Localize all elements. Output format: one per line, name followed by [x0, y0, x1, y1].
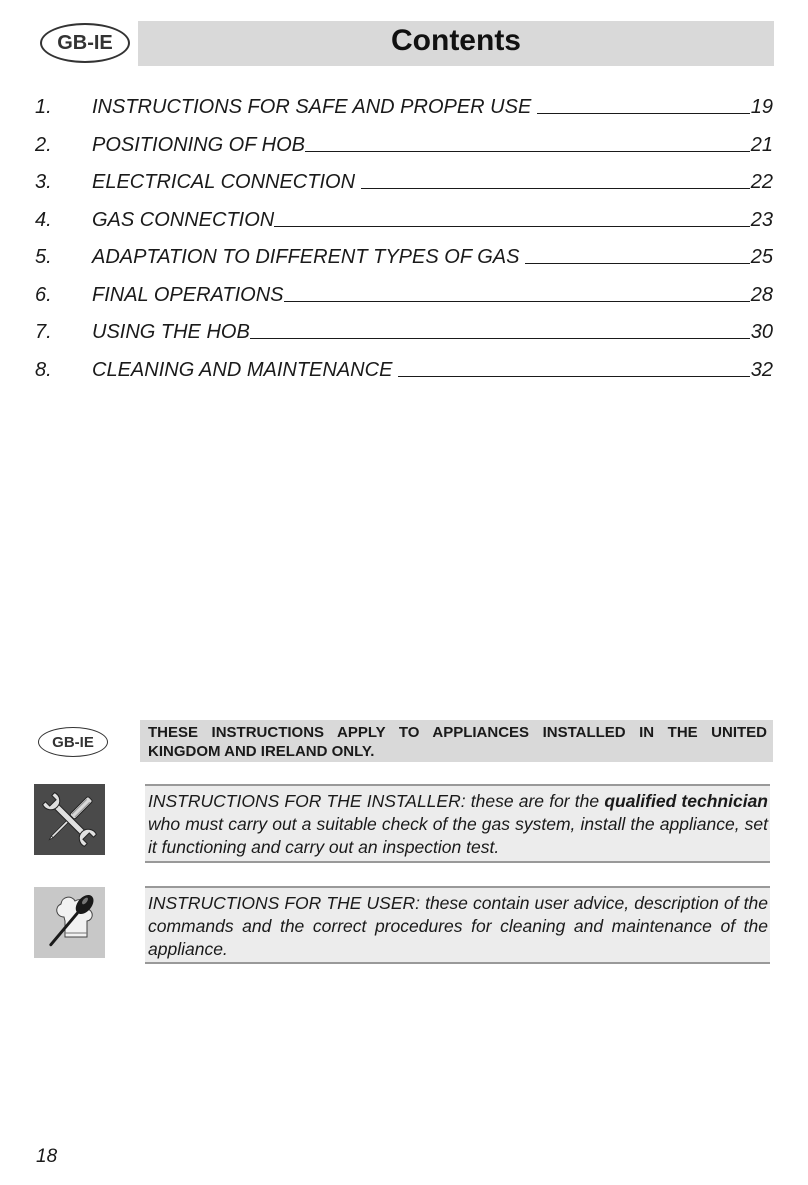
installer-text-after: who must carry out a suitable check of the gas system, install the appliance, set it functioning and carry out an inspection test.	[148, 814, 768, 857]
wrench-screwdriver-icon	[34, 784, 105, 855]
toc-leader	[398, 375, 749, 377]
toc-title: GAS CONNECTION	[92, 208, 275, 231]
toc-leader	[305, 150, 750, 152]
table-of-contents	[35, 96, 773, 396]
installer-text-bold: qualified technician	[604, 791, 768, 811]
toc-title: CLEANING AND MAINTENANCE	[92, 358, 393, 381]
toc-row[interactable]	[35, 321, 773, 359]
toc-leader	[250, 337, 750, 339]
header-bar	[138, 21, 774, 66]
toc-number: 7.	[35, 321, 52, 343]
page-number: 18	[36, 1146, 58, 1167]
region-badge-small: GB-IE	[38, 727, 108, 757]
installer-text-before: INSTRUCTIONS FOR THE INSTALLER: these are for the	[148, 791, 605, 811]
toc-leader	[274, 225, 750, 227]
toc-row[interactable]	[35, 359, 773, 397]
toc-leader	[525, 262, 749, 264]
toc-row[interactable]	[35, 246, 773, 284]
toc-title: ELECTRICAL CONNECTION	[92, 171, 356, 193]
user-instructions: INSTRUCTIONS FOR THE USER: these contain user advice, description of the commands and the correct procedures for cleaning and maintenance of the appliance.	[145, 886, 770, 964]
toc-page: 32	[750, 358, 773, 381]
toc-number: 5.	[35, 246, 52, 268]
toc-page: 30	[750, 321, 773, 343]
toc-row[interactable]	[35, 171, 773, 209]
toc-page: 25	[750, 246, 773, 268]
toc-number: 3.	[35, 171, 52, 193]
toc-title: USING THE HOB	[92, 321, 250, 343]
toc-row[interactable]	[35, 96, 773, 134]
spoon-chef-hat-icon	[34, 887, 105, 958]
toc-page: 22	[750, 171, 773, 193]
toc-title: INSTRUCTIONS FOR SAFE AND PROPER USE	[92, 96, 532, 118]
toc-title: POSITIONING OF HOB	[92, 133, 305, 156]
toc-page: 21	[750, 133, 773, 156]
toc-leader	[537, 112, 749, 114]
toc-row[interactable]	[35, 209, 773, 247]
toc-leader	[284, 300, 750, 302]
toc-number: 1.	[35, 96, 52, 118]
toc-row[interactable]	[35, 284, 773, 322]
installer-instructions	[145, 784, 770, 863]
toc-number: 6.	[35, 283, 52, 306]
toc-number: 2.	[35, 133, 52, 156]
page-title: Contents	[391, 23, 521, 57]
toc-page: 23	[750, 208, 773, 231]
region-notice: THESE INSTRUCTIONS APPLY TO APPLIANCES INSTALLED IN THE UNITED KINGDOM AND IRELAND ONLY.	[140, 720, 773, 762]
toc-page: 28	[750, 283, 773, 306]
toc-page: 19	[750, 96, 773, 118]
toc-number: 8.	[35, 358, 52, 381]
toc-title: ADAPTATION TO DIFFERENT TYPES OF GAS	[92, 246, 520, 268]
toc-row[interactable]	[35, 134, 773, 172]
toc-title: FINAL OPERATIONS	[92, 283, 284, 306]
region-badge: GB-IE	[40, 23, 130, 63]
toc-leader	[361, 187, 750, 189]
toc-number: 4.	[35, 208, 52, 231]
